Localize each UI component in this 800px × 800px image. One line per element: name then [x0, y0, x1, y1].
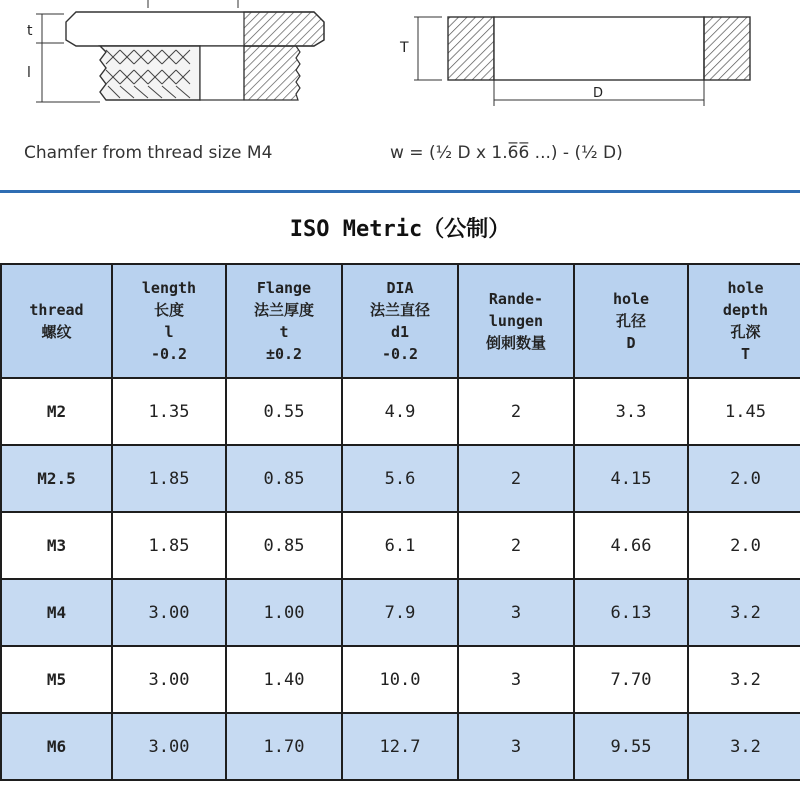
- header-line: Flange: [256, 279, 312, 297]
- formula-text: w = (½ D x 1.6̅6̅ ...) - (½ D): [390, 143, 623, 163]
- insert-drawing: [27, 0, 324, 102]
- thread-cell: M2: [1, 378, 112, 445]
- flange-cell: 1.70: [226, 713, 342, 780]
- thread-cell: M2.5: [1, 445, 112, 512]
- header-line: T: [740, 345, 751, 363]
- label-T: T: [400, 40, 409, 56]
- dia-cell: 7.9: [342, 579, 458, 646]
- label-t: t: [27, 23, 33, 39]
- length-cell: 1.35: [112, 378, 226, 445]
- hole-cavity: [494, 17, 704, 80]
- header-dia: [342, 264, 458, 378]
- length-cell: 1.85: [112, 445, 226, 512]
- thread-cell: M3: [1, 512, 112, 579]
- table-row: [1, 713, 800, 780]
- header-line: d1: [390, 323, 410, 341]
- hole-cell: 7.70: [574, 646, 688, 713]
- body-section-hatch: [244, 46, 300, 100]
- hole-depth-cell: 3.2: [688, 646, 800, 713]
- table-row: [1, 378, 800, 445]
- thread-cell: M6: [1, 713, 112, 780]
- header-line: t: [279, 323, 289, 341]
- header-line: thread: [29, 301, 84, 319]
- dia-cell: 10.0: [342, 646, 458, 713]
- hole-cell: 4.15: [574, 445, 688, 512]
- header-line: -0.2: [381, 345, 419, 363]
- header-line: Rande-: [488, 290, 544, 308]
- header-line: 法兰厚度: [253, 301, 314, 319]
- flange-cell: 0.85: [226, 445, 342, 512]
- header-line: l: [164, 323, 174, 341]
- flange-section-hatch: [244, 12, 324, 46]
- hole-cell: 6.13: [574, 579, 688, 646]
- header-line: length: [141, 279, 197, 297]
- hole-depth-cell: 1.45: [688, 378, 800, 445]
- randelungen-cell: 2: [458, 445, 574, 512]
- thread-cell: M4: [1, 579, 112, 646]
- hole-wall-left: [448, 17, 494, 80]
- thread-cell: M5: [1, 646, 112, 713]
- header-length: [112, 264, 226, 378]
- knurled-body: [100, 46, 200, 100]
- header-line: 倒刺数量: [485, 334, 546, 352]
- header-line: 孔径: [615, 312, 646, 330]
- chamfer-note: Chamfer from thread size M4: [24, 143, 273, 163]
- header-line: ±0.2: [265, 345, 303, 363]
- hole-depth-cell: 3.2: [688, 713, 800, 780]
- flange-cell: 1.00: [226, 579, 342, 646]
- table-row: [1, 646, 800, 713]
- header-line: DIA: [386, 279, 414, 297]
- table-row: [1, 445, 800, 512]
- hole-cell: 9.55: [574, 713, 688, 780]
- header-line: hole: [612, 290, 650, 308]
- header-flange: [226, 264, 342, 378]
- dia-cell: 4.9: [342, 378, 458, 445]
- header-hole-depth: [688, 264, 800, 378]
- randelungen-cell: 3: [458, 713, 574, 780]
- spec-table: [0, 263, 800, 781]
- dia-cell: 12.7: [342, 713, 458, 780]
- section-divider: [0, 190, 800, 193]
- length-cell: 3.00: [112, 579, 226, 646]
- table-body: [1, 378, 800, 780]
- technical-drawings: [0, 0, 800, 190]
- table-title: ISO Metric（公制）: [289, 217, 511, 242]
- header-line: D: [626, 334, 636, 352]
- header-thread: [1, 264, 112, 378]
- header-row: [1, 264, 800, 378]
- length-cell: 3.00: [112, 646, 226, 713]
- hole-cell: 4.66: [574, 512, 688, 579]
- hole-wall-right: [704, 17, 750, 80]
- randelungen-cell: 2: [458, 512, 574, 579]
- table-row: [1, 579, 800, 646]
- flange-cell: 0.85: [226, 512, 342, 579]
- hole-depth-cell: 3.2: [688, 579, 800, 646]
- length-cell: 3.00: [112, 713, 226, 780]
- hole-cell: 3.3: [574, 378, 688, 445]
- table-row: [1, 512, 800, 579]
- header-line: lungen: [488, 312, 544, 330]
- hole-drawing: [399, 17, 750, 106]
- randelungen-cell: 2: [458, 378, 574, 445]
- dia-cell: 5.6: [342, 445, 458, 512]
- label-l: l: [27, 65, 31, 81]
- header-line: -0.2: [150, 345, 188, 363]
- header-line: depth: [722, 301, 769, 319]
- dia-cell: 6.1: [342, 512, 458, 579]
- header-line: 孔深: [730, 323, 761, 341]
- header-hole: [574, 264, 688, 378]
- header-line: hole: [727, 279, 764, 297]
- header-line: 法兰直径: [369, 301, 430, 319]
- hole-depth-cell: 2.0: [688, 512, 800, 579]
- header-line: 螺纹: [41, 323, 72, 341]
- label-D: D: [593, 86, 604, 101]
- randelungen-cell: 3: [458, 646, 574, 713]
- length-cell: 1.85: [112, 512, 226, 579]
- insert-bore: [200, 46, 244, 100]
- randelungen-cell: 3: [458, 579, 574, 646]
- header-line: 长度: [153, 301, 184, 319]
- flange-cell: 1.40: [226, 646, 342, 713]
- flange-cell: 0.55: [226, 378, 342, 445]
- hole-depth-cell: 2.0: [688, 445, 800, 512]
- header-randelungen: [458, 264, 574, 378]
